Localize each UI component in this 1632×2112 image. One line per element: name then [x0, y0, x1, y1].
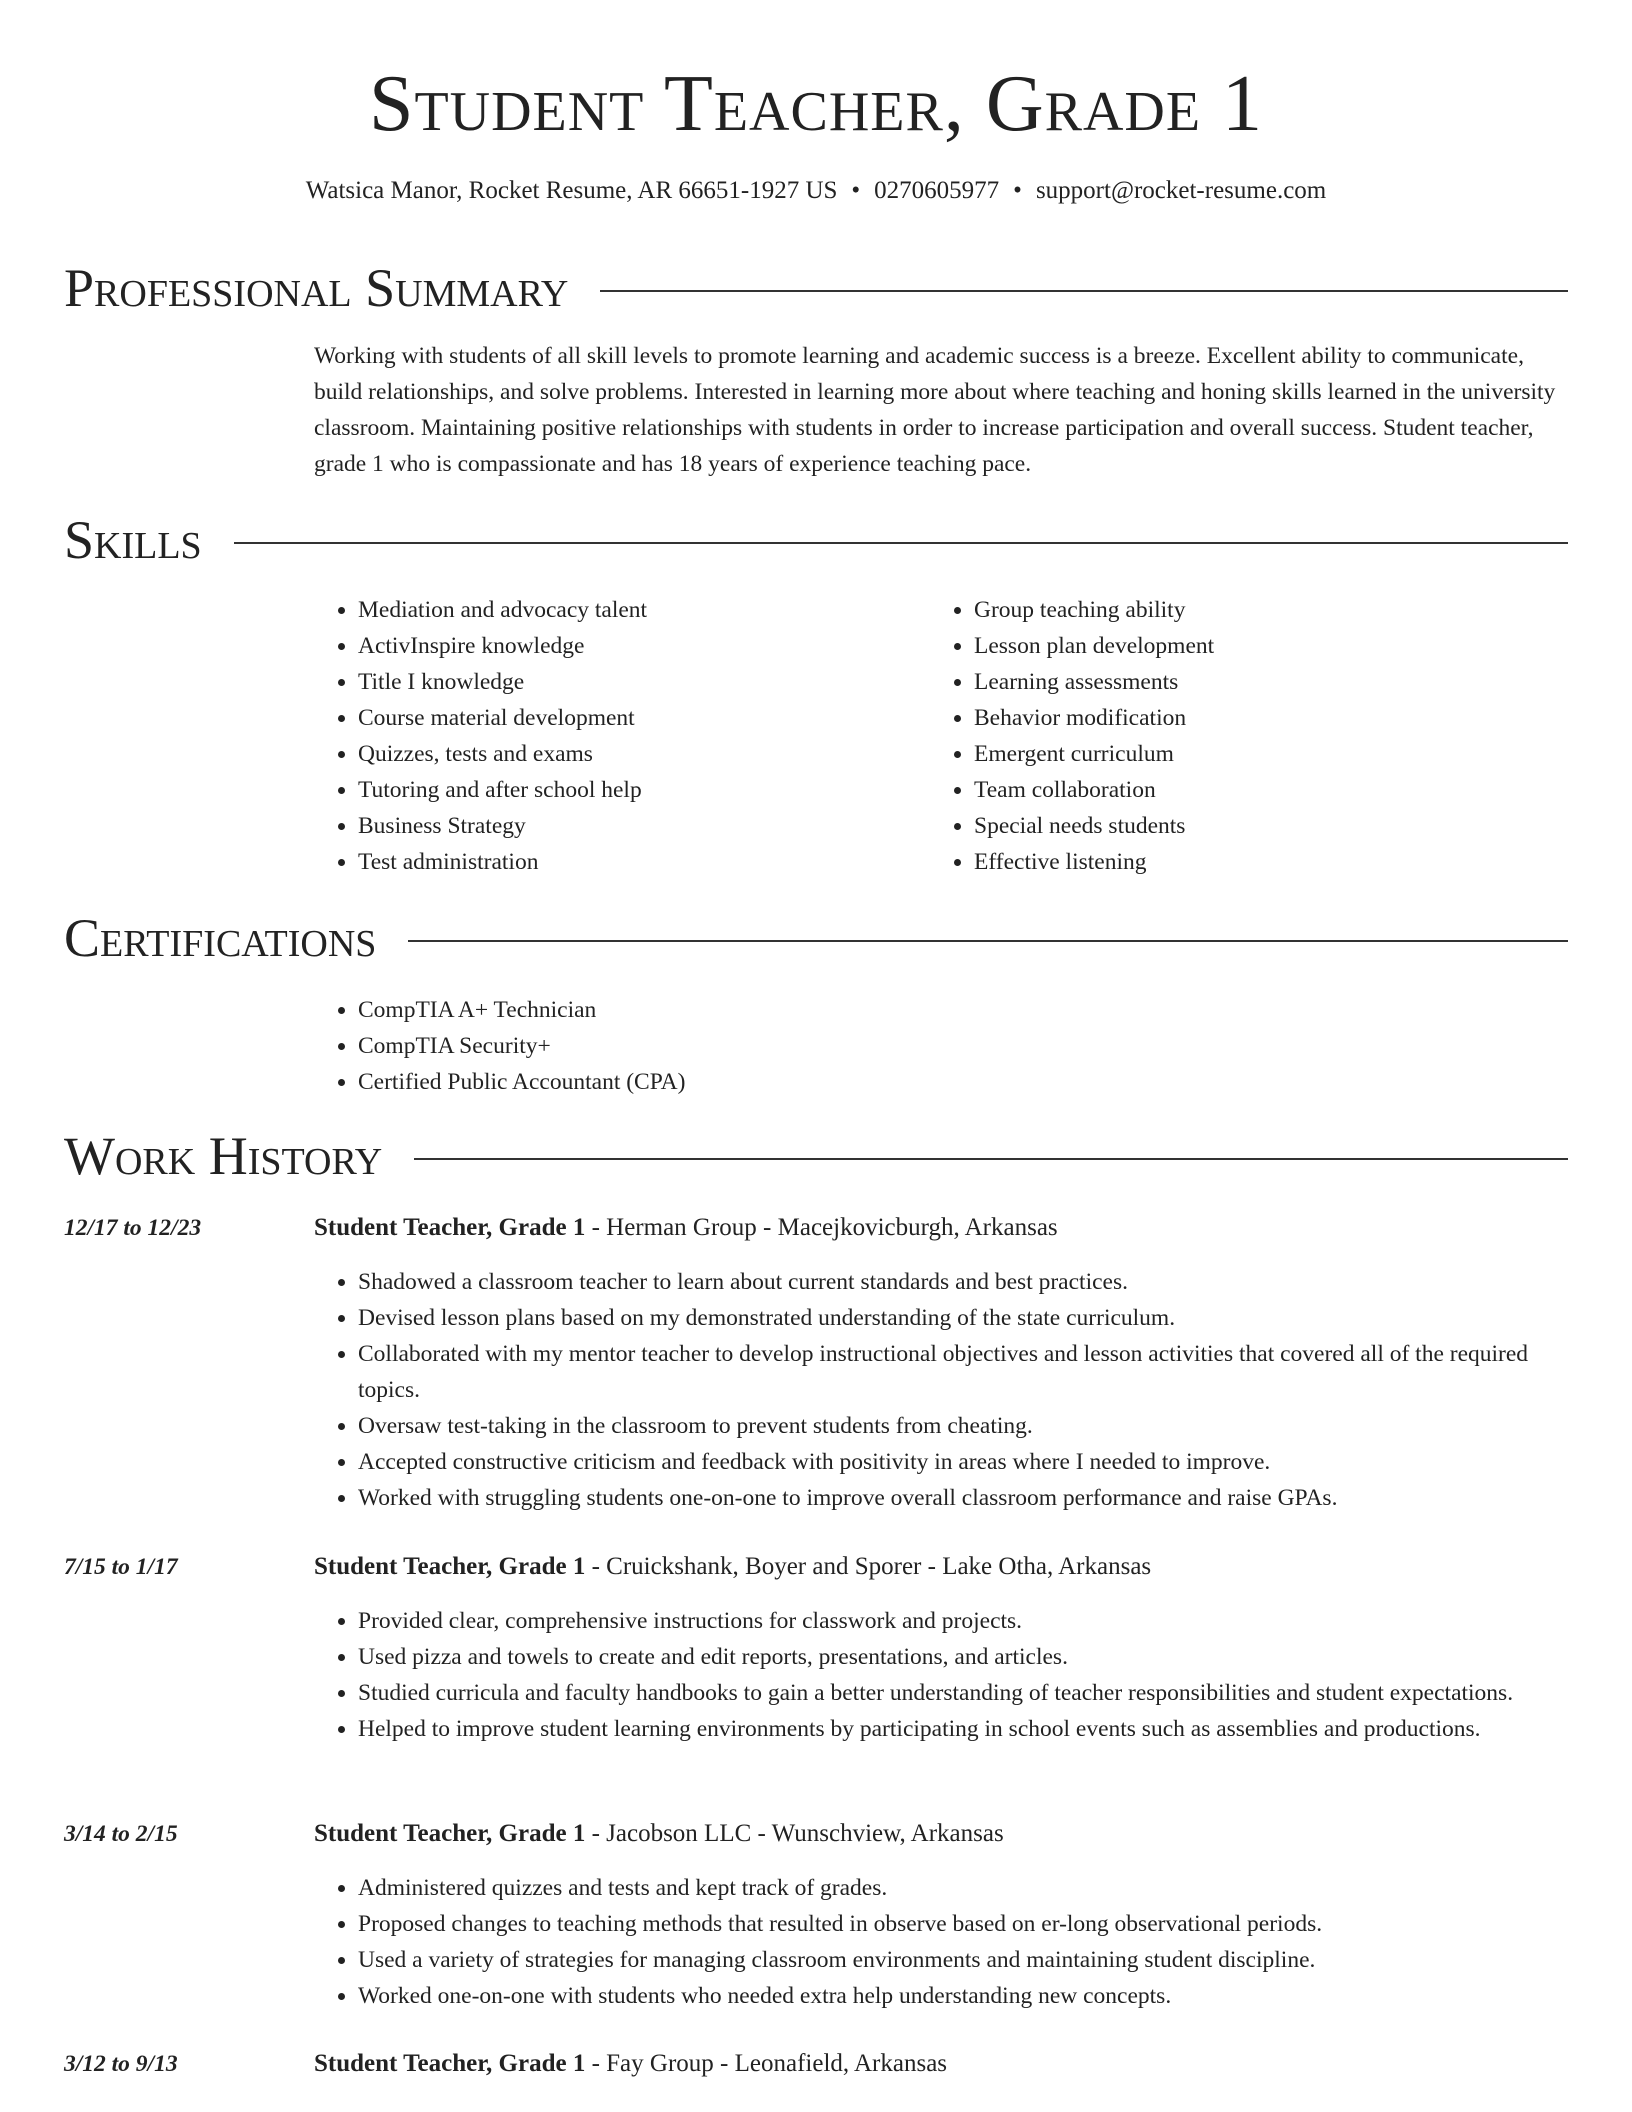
skills-list-right	[930, 592, 1614, 880]
list-item: • Provided clear, comprehensive instructions for classwork and projects.	[358, 1603, 1568, 1639]
skills-heading: Skills	[64, 510, 202, 570]
list-item: • Mediation and advocacy talent	[358, 592, 958, 628]
job-dates: 7/15 to 1/17	[64, 1554, 178, 1580]
job-dates: 12/17 to 12/23	[64, 1215, 202, 1241]
job-dates: 3/12 to 9/13	[64, 2051, 178, 2077]
list-item: • Tutoring and after school help	[358, 772, 958, 808]
job-employer-location: - Cruickshank, Boyer and Sporer - Lake Otha, Arkansas	[585, 1553, 1152, 1580]
list-item: • Collaborated with my mentor teacher to develop instructional objectives and lesson activities that covered all of the required topics.	[358, 1336, 1568, 1408]
list-item: • Test administration	[358, 844, 958, 880]
list-item: • Special needs students	[974, 808, 1614, 844]
list-item: • Shadowed a classroom teacher to learn about current standards and best practices.	[358, 1264, 1568, 1300]
list-item: • Business Strategy	[358, 808, 958, 844]
work-heading: Work History	[64, 1126, 383, 1186]
job-title: Student Teacher, Grade 1	[314, 1214, 586, 1241]
list-item: • Quizzes, tests and exams	[358, 736, 958, 772]
certifications-heading: Certifications	[64, 908, 377, 968]
job-dates: 3/14 to 2/15	[64, 1821, 178, 1847]
work-section-header	[64, 1124, 1568, 1188]
list-item: • Helped to improve student learning environments by participating in school events such as assemblies and productions.	[358, 1711, 1568, 1747]
list-item: • Administered quizzes and tests and kept track of grades.	[358, 1870, 1568, 1906]
list-item: • Behavior modification	[974, 700, 1614, 736]
section-divider	[414, 1158, 1568, 1160]
contact-line	[0, 174, 1632, 208]
resume-name: Student Teacher, Grade 1	[368, 60, 1264, 148]
summary-text: Working with students of all skill levels to promote learning and academic success is a breeze. Excellent ability to communicate, build relationships, and solve problems. Interested in learning more about where teaching and honing skills learned in the university classroom. Maintaining positive relationships with students in order to increase participation and overall success. Student teacher, grade 1 who is compassionate and has 18 years of experience teaching pace.	[314, 343, 1556, 477]
list-item: • Effective listening	[974, 844, 1614, 880]
list-item: • Title I knowledge	[358, 664, 958, 700]
list-item: • Devised lesson plans based on my demonstrated understanding of the state curriculum.	[358, 1300, 1568, 1336]
contact-separator: •	[851, 177, 861, 204]
list-item: • Used a variety of strategies for managing classroom environments and maintaining student discipline.	[358, 1942, 1568, 1978]
list-item: • CompTIA Security+	[358, 1028, 1358, 1064]
list-item: • Worked with struggling students one-on-one to improve overall classroom performance and raise GPAs.	[358, 1480, 1568, 1516]
job-title: Student Teacher, Grade 1	[314, 2050, 586, 2077]
list-item: • Used pizza and towels to create and edit reports, presentations, and articles.	[358, 1639, 1568, 1675]
list-item: • Worked one-on-one with students who needed extra help understanding new concepts.	[358, 1978, 1568, 2014]
job-bullets	[314, 1264, 1568, 1516]
section-divider	[234, 542, 1568, 544]
list-item: • Emergent curriculum	[974, 736, 1614, 772]
section-divider	[408, 940, 1568, 942]
section-divider	[600, 290, 1568, 292]
job-heading	[314, 1816, 1004, 1852]
job-title: Student Teacher, Grade 1	[314, 1553, 586, 1580]
job-employer-location: - Jacobson LLC - Wunschview, Arkansas	[585, 1820, 1004, 1847]
job-bullets	[314, 1870, 1568, 2014]
contact-separator: •	[1013, 177, 1022, 204]
list-item: • Course material development	[358, 700, 958, 736]
list-item: • Learning assessments	[974, 664, 1614, 700]
job-employer-location: - Fay Group - Leonafield, Arkansas	[585, 2050, 948, 2077]
job-bullets	[314, 1603, 1568, 1747]
job-heading	[314, 1549, 1151, 1585]
list-item: • Group teaching ability	[974, 592, 1614, 628]
job-employer-location: - Herman Group - Macejkovicburgh, Arkansas	[585, 1214, 1058, 1241]
list-item: • CompTIA A+ Technician	[358, 992, 1358, 1028]
list-item: • Studied curricula and faculty handbooks to gain a better understanding of teacher responsibilities and student expectations.	[358, 1675, 1568, 1711]
certifications-section-header	[64, 906, 1568, 970]
contact-email: support@rocket-resume.com	[1035, 177, 1327, 204]
list-item: • Oversaw test-taking in the classroom to prevent students from cheating.	[358, 1408, 1568, 1444]
summary-heading: Professional Summary	[64, 258, 569, 318]
certifications-list	[314, 992, 1358, 1100]
list-item: • ActivInspire knowledge	[358, 628, 958, 664]
contact-phone: 0270605977	[874, 177, 1000, 204]
skills-section-header	[64, 508, 1568, 572]
job-heading	[314, 2046, 947, 2082]
list-item: • Team collaboration	[974, 772, 1614, 808]
list-item: • Certified Public Accountant (CPA)	[358, 1064, 1358, 1100]
list-item: • Proposed changes to teaching methods that resulted in observe based on er-long observational periods.	[358, 1906, 1568, 1942]
contact-address: Watsica Manor, Rocket Resume, AR 66651-1927 US	[305, 177, 838, 204]
list-item: • Accepted constructive criticism and feedback with positivity in areas where I needed to improve.	[358, 1444, 1568, 1480]
job-title: Student Teacher, Grade 1	[314, 1820, 586, 1847]
summary-section-header	[64, 256, 1568, 320]
list-item: • Lesson plan development	[974, 628, 1614, 664]
job-heading	[314, 1210, 1058, 1246]
skills-list-left	[314, 592, 958, 880]
